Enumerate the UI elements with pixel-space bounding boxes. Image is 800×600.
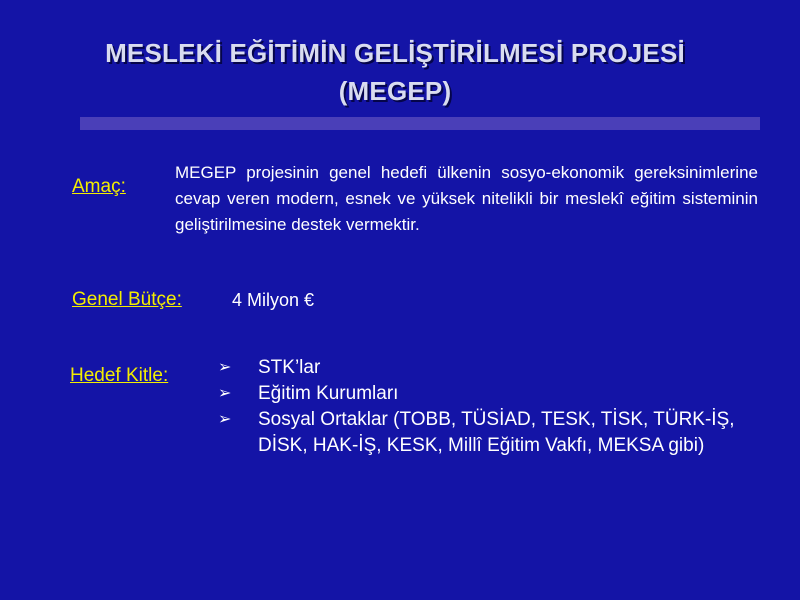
amac-text: MEGEP projesinin genel hedefi ülkenin sosyo-ekonomik gereksinimlerine cevap veren modern, esnek ve yüksek nitelikli bir meslekî eğitim sisteminin geliştirilmesine destek vermektir. bbox=[175, 163, 758, 234]
list-item-text: Sosyal Ortaklar (TOBB, TÜSİAD, TESK, TİSK, TÜRK-İŞ, DİSK, HAK-İŞ, KESK, Millî Eğitim Vakfı, MEKSA gibi) bbox=[258, 409, 735, 456]
arrowhead-bullet-icon: ➢ bbox=[218, 359, 232, 376]
list-item bbox=[218, 381, 738, 407]
title-divider bbox=[80, 117, 760, 130]
list-item-text: Eğitim Kurumları bbox=[258, 383, 399, 404]
amac-label: Amaç: bbox=[72, 176, 126, 197]
slide-title bbox=[60, 34, 730, 110]
hedef-list bbox=[218, 355, 738, 459]
arrowhead-bullet-icon: ➢ bbox=[218, 385, 232, 402]
arrowhead-bullet-icon: ➢ bbox=[218, 411, 232, 428]
butce-value: 4 Milyon € bbox=[232, 290, 315, 310]
title-line-2: (MEGEP) bbox=[338, 76, 452, 106]
title-line-1: MESLEKİ EĞİTİMİN GELİŞTİRİLMESİ PROJESİ bbox=[105, 38, 685, 68]
hedef-label: Hedef Kitle: bbox=[70, 365, 169, 386]
butce-label: Genel Bütçe: bbox=[72, 289, 182, 310]
list-item bbox=[218, 407, 738, 459]
list-item bbox=[218, 355, 738, 381]
list-item-text: STK’lar bbox=[258, 357, 321, 378]
